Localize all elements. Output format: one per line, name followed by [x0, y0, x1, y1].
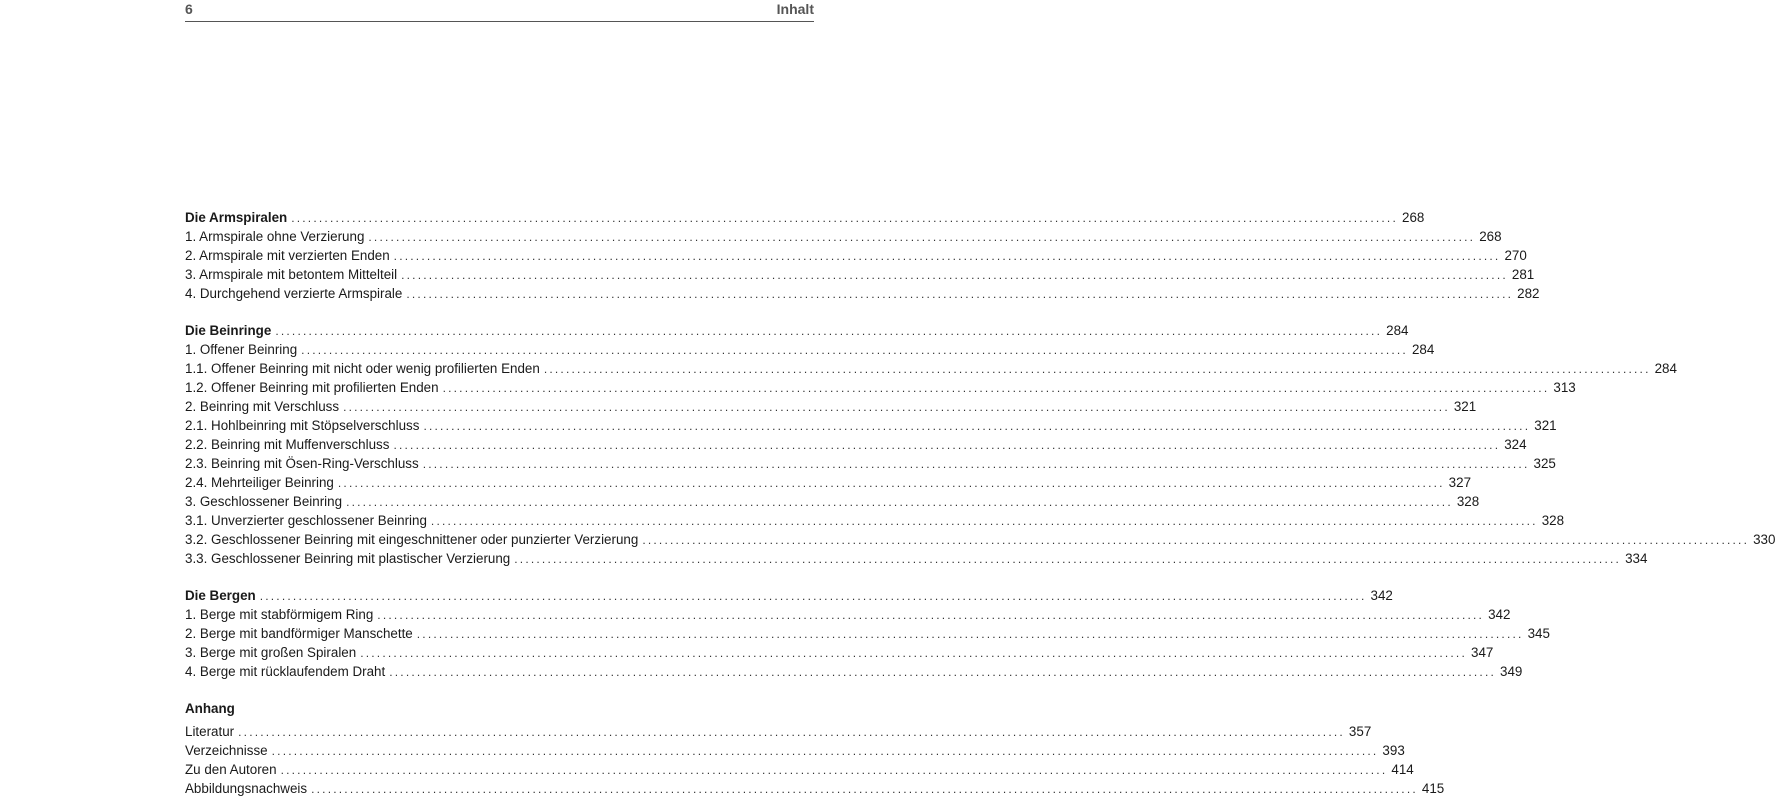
toc-entry[interactable]	[185, 549, 1648, 568]
toc-page: 313	[1553, 380, 1576, 395]
toc-entry-label: 2. Berge mit bandförmiger Manschette	[185, 626, 413, 641]
toc-page: 325	[1533, 456, 1556, 471]
leader-dots: ........................................................................................................................................................................................................	[301, 343, 1408, 357]
toc-entry[interactable]	[185, 779, 1445, 798]
toc-entry[interactable]	[185, 435, 1527, 454]
leader-dots: ........................................................................................................................................................................................................	[514, 552, 1622, 566]
toc-page: 347	[1471, 645, 1494, 660]
leader-dots: ........................................................................................................................................................................................................	[377, 608, 1485, 622]
toc-entry-label: 3. Armspirale mit betontem Mittelteil	[185, 267, 398, 282]
toc-entry-label: 1. Offener Beinring	[185, 342, 298, 357]
toc-entry-label: 1. Berge mit stabförmigem Ring	[185, 607, 374, 622]
leader-dots: ........................................................................................................................................................................................................	[642, 533, 1750, 547]
toc-entry[interactable]	[185, 624, 1550, 643]
toc-entry-label: 3.2. Geschlossener Beinring mit eingeschnittener oder punzierter Verzierung	[185, 532, 639, 547]
toc-page: 342	[1370, 588, 1393, 603]
leader-dots: ........................................................................................................................................................................................................	[291, 211, 1398, 225]
leader-dots: ........................................................................................................................................................................................................	[343, 400, 1450, 414]
toc-page: 414	[1391, 762, 1414, 777]
toc-page: 342	[1488, 607, 1511, 622]
leader-dots: ........................................................................................................................................................................................................	[401, 268, 1508, 282]
toc-page: 284	[1386, 323, 1409, 338]
toc-page: 328	[1541, 513, 1565, 528]
toc-section-armspiralen[interactable]	[185, 208, 1425, 227]
toc-entry-label: 1.1. Offener Beinring mit nicht oder wenig profilierten Enden	[185, 361, 540, 376]
toc-entry-label: 1.2. Offener Beinring mit profilierten Enden	[185, 380, 439, 395]
leader-dots: ........................................................................................................................................................................................................	[406, 287, 1514, 301]
toc-entry-label: 3. Geschlossener Beinring	[185, 494, 343, 509]
toc-entry[interactable]	[185, 454, 1556, 473]
toc-entry[interactable]	[185, 511, 1565, 530]
toc-entry-label: 3.3. Geschlossener Beinring mit plastischer Verzierung	[185, 551, 511, 566]
toc-entry[interactable]	[185, 662, 1523, 681]
toc-entry-label: 1. Armspirale ohne Verzierung	[185, 229, 365, 244]
toc-page: 268	[1402, 210, 1425, 225]
toc-page: 321	[1453, 399, 1477, 414]
leader-dots: ........................................................................................................................................................................................................	[280, 763, 1388, 777]
toc-page: 345	[1527, 626, 1550, 641]
toc-page: 349	[1500, 664, 1523, 679]
toc-section-title: Die Bergen	[185, 588, 256, 603]
toc-entry[interactable]	[185, 227, 1502, 246]
toc-entry[interactable]	[185, 397, 1477, 416]
toc-page: 334	[1625, 551, 1648, 566]
leader-dots: ........................................................................................................................................................................................................	[543, 362, 1651, 376]
toc-entry[interactable]	[185, 246, 1527, 265]
toc-entry[interactable]	[185, 378, 1576, 397]
leader-dots: ........................................................................................................................................................................................................	[393, 438, 1501, 452]
toc-entry[interactable]	[185, 340, 1435, 359]
toc-entry[interactable]	[185, 284, 1540, 303]
leader-dots: ........................................................................................................................................................................................................	[238, 725, 1345, 739]
toc-entry[interactable]	[185, 359, 1677, 378]
leader-dots: ........................................................................................................................................................................................................	[271, 744, 1379, 758]
toc-entry[interactable]	[185, 473, 1472, 492]
leader-dots: ........................................................................................................................................................................................................	[422, 457, 1530, 471]
toc-entry-label: 2.2. Beinring mit Muffenverschluss	[185, 437, 390, 452]
toc-page: 357	[1348, 724, 1372, 739]
toc-page: 268	[1479, 229, 1502, 244]
toc-page: 321	[1534, 418, 1557, 433]
toc-entry-label: 3.1. Unverzierter geschlossener Beinring	[185, 513, 427, 528]
toc-section-title: Die Armspiralen	[185, 210, 288, 225]
running-title: Inhalt	[776, 1, 814, 17]
leader-dots: ........................................................................................................................................................................................................	[311, 782, 1418, 796]
toc-appendix-heading: Anhang	[185, 701, 235, 716]
toc-entry[interactable]	[185, 605, 1511, 624]
toc-entry-label: 2.1. Hohlbeinring mit Stöpselverschluss	[185, 418, 420, 433]
toc-entry-label: Abbildungsnachweis	[185, 781, 308, 796]
toc-entry[interactable]	[185, 492, 1480, 511]
toc-entry-label: Verzeichnisse	[185, 743, 268, 758]
toc-section-bergen[interactable]	[185, 586, 1393, 605]
toc-section-title: Die Beinringe	[185, 323, 272, 338]
toc-entry-label: Zu den Autoren	[185, 762, 277, 777]
toc-entry-label: Literatur	[185, 724, 235, 739]
toc-page: 282	[1517, 286, 1540, 301]
toc-entry-label: 2. Armspirale mit verzierten Enden	[185, 248, 390, 263]
leader-dots: ........................................................................................................................................................................................................	[389, 665, 1497, 679]
toc-page: 324	[1504, 437, 1527, 452]
leader-dots: ........................................................................................................................................................................................................	[416, 627, 1524, 641]
leader-dots: ........................................................................................................................................................................................................	[275, 324, 1383, 338]
toc-entry-label: 2.3. Beinring mit Ösen-Ring-Verschluss	[185, 456, 419, 471]
toc-entry[interactable]	[185, 722, 1372, 741]
toc-page: 327	[1448, 475, 1472, 490]
leader-dots: ........................................................................................................................................................................................................	[423, 419, 1531, 433]
leader-dots: ........................................................................................................................................................................................................	[442, 381, 1550, 395]
leader-dots: ........................................................................................................................................................................................................	[393, 249, 1501, 263]
leader-dots: ........................................................................................................................................................................................................	[337, 476, 1445, 490]
toc-entry[interactable]	[185, 643, 1494, 662]
toc-page: 393	[1382, 743, 1405, 758]
toc-entry[interactable]	[185, 530, 1775, 549]
toc-entry[interactable]	[185, 416, 1557, 435]
leader-dots: ........................................................................................................................................................................................................	[368, 230, 1476, 244]
toc-entry[interactable]	[185, 760, 1414, 779]
toc-page: 281	[1511, 267, 1535, 282]
leader-dots: ........................................................................................................................................................................................................	[360, 646, 1467, 660]
toc-page: 330	[1753, 532, 1775, 547]
toc-entry[interactable]	[185, 741, 1405, 760]
toc-section-beinringe[interactable]	[185, 321, 1409, 340]
running-head	[185, 0, 814, 22]
leader-dots: ........................................................................................................................................................................................................	[430, 514, 1538, 528]
toc-page: 415	[1421, 781, 1445, 796]
toc-page: 270	[1504, 248, 1527, 263]
leader-dots: ........................................................................................................................................................................................................	[259, 589, 1367, 603]
toc-entry-label: 4. Durchgehend verzierte Armspirale	[185, 286, 403, 301]
toc-entry-label: 2.4. Mehrteiliger Beinring	[185, 475, 334, 490]
toc-entry[interactable]	[185, 265, 1535, 284]
toc-entry-label: 2. Beinring mit Verschluss	[185, 399, 340, 414]
toc-page: 284	[1654, 361, 1677, 376]
toc-page: 284	[1411, 342, 1435, 357]
toc-entry-label: 3. Berge mit großen Spiralen	[185, 645, 357, 660]
toc-entry-label: 4. Berge mit rücklaufendem Draht	[185, 664, 386, 679]
toc-page: 328	[1456, 494, 1480, 509]
page-number: 6	[185, 1, 193, 17]
leader-dots: ........................................................................................................................................................................................................	[346, 495, 1453, 509]
